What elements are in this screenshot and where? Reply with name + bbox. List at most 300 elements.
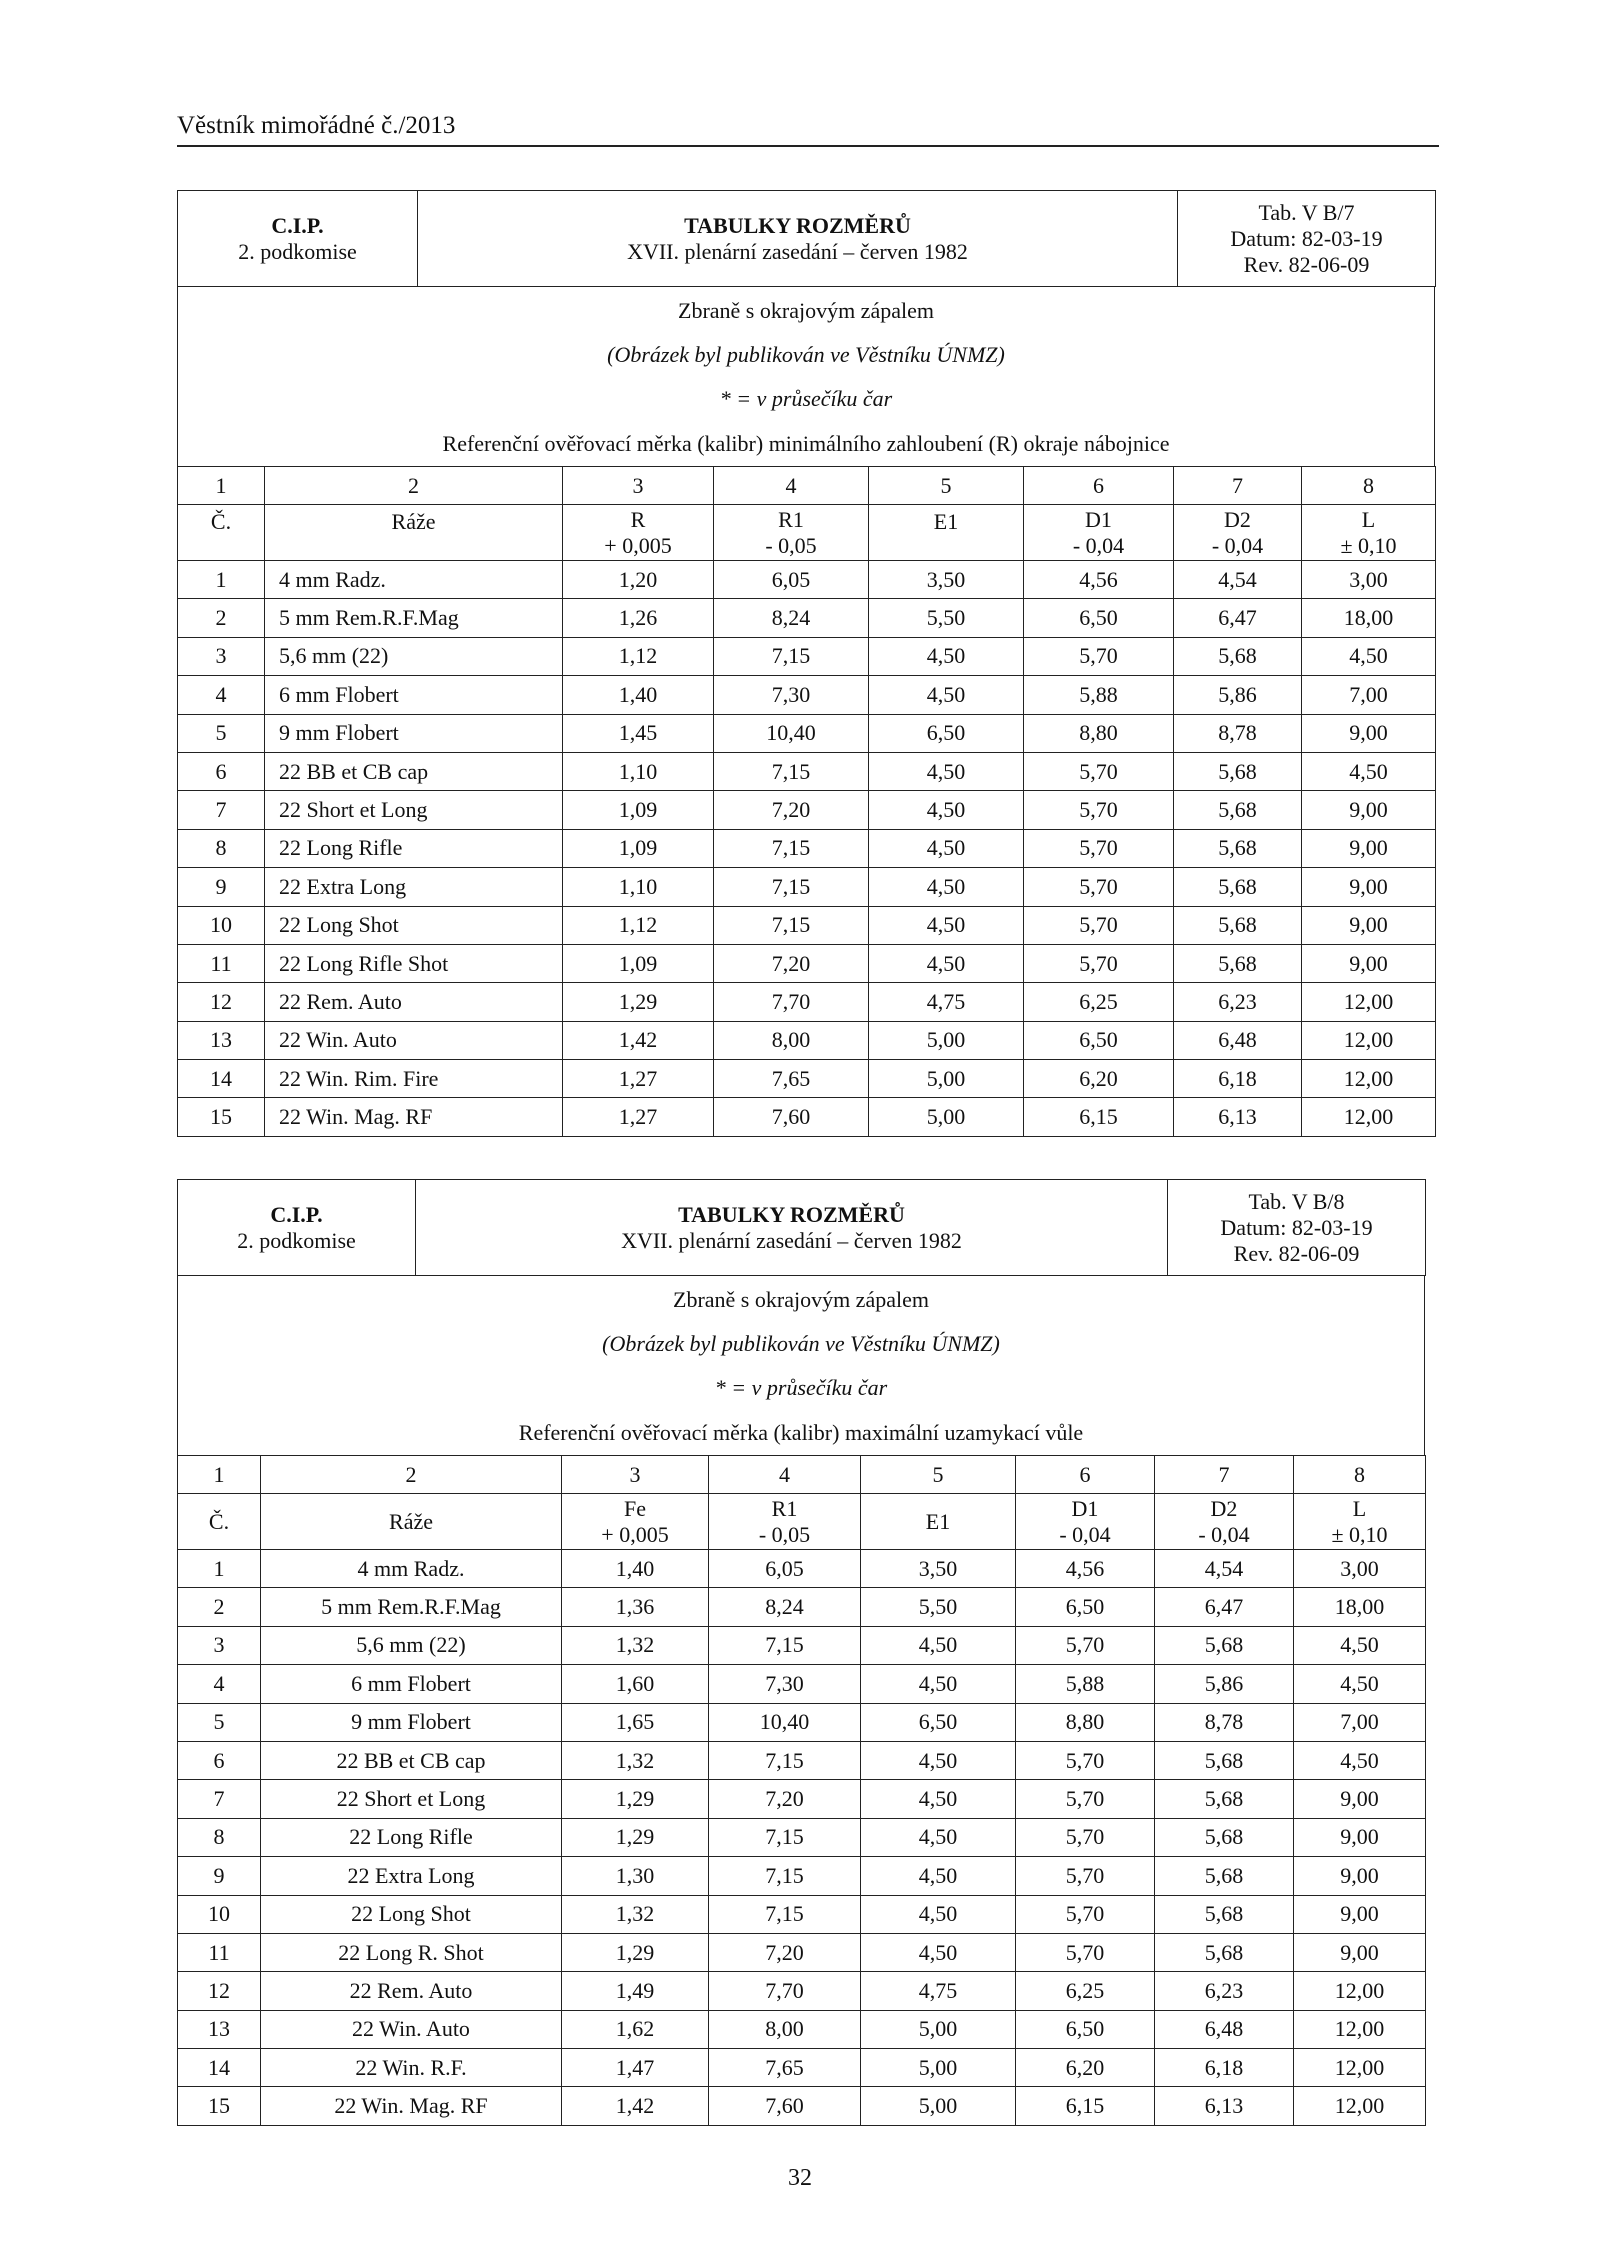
header-tolerance: ± 0,10	[1340, 532, 1397, 558]
row-number-cell: 15	[178, 2087, 261, 2125]
caliber-cell: 22 Extra Long	[261, 1857, 562, 1895]
caliber-cell: 22 Win. Rim. Fire	[265, 1060, 563, 1098]
dimension-cell: 5,68	[1174, 906, 1302, 944]
dimension-cell: 4,50	[869, 944, 1024, 982]
table-row	[178, 561, 1436, 599]
column-header	[869, 505, 1024, 561]
dimension-cell: 18,00	[1302, 599, 1436, 637]
dimension-cell: 9,00	[1302, 944, 1436, 982]
table-row	[178, 906, 1436, 944]
table-row	[178, 637, 1436, 675]
table-row	[178, 1972, 1426, 2010]
dimension-cell: 7,00	[1302, 676, 1436, 714]
table-row	[178, 2087, 1426, 2125]
dimension-cell: 12,00	[1294, 2049, 1426, 2087]
dimension-cell: 5,68	[1155, 1895, 1294, 1933]
dimension-cell: 4,75	[869, 983, 1024, 1021]
header-symbol: Č.	[208, 1508, 230, 1534]
table-row	[178, 2049, 1426, 2087]
header-symbol: D2	[1224, 506, 1251, 532]
tab-rev: Rev. 82-06-09	[1243, 251, 1370, 277]
dimension-cell: 1,42	[563, 1021, 714, 1059]
dimension-cell: 5,68	[1174, 944, 1302, 982]
column-number: 5	[861, 1456, 1016, 1494]
row-number-cell: 6	[178, 752, 265, 790]
dimension-cell: 8,24	[709, 1588, 861, 1626]
dimension-cell: 4,50	[869, 637, 1024, 675]
dimension-cell: 12,00	[1302, 1098, 1436, 1136]
dimension-cell: 4,50	[861, 1857, 1016, 1895]
dimension-cell: 7,30	[714, 676, 869, 714]
dimension-cell: 3,50	[861, 1550, 1016, 1588]
dimension-cell: 7,70	[709, 1972, 861, 2010]
column-header-row	[178, 1494, 1426, 1550]
dimension-cell: 8,80	[1024, 714, 1174, 752]
dimension-cell: 1,45	[563, 714, 714, 752]
table-row	[178, 1857, 1426, 1895]
header-tolerance: - 0,04	[1072, 532, 1125, 558]
row-number-cell: 1	[178, 1550, 261, 1588]
column-header	[1016, 1494, 1155, 1550]
column-number: 3	[563, 467, 714, 505]
table-info-area	[177, 1276, 1425, 1455]
table-header-box	[177, 1179, 1426, 1276]
table-row	[178, 1895, 1426, 1933]
dimension-cell: 6,47	[1155, 1588, 1294, 1626]
header-tolerance: - 0,04	[1059, 1521, 1111, 1547]
dimension-cell: 7,15	[714, 868, 869, 906]
dimension-cell: 6,15	[1016, 2087, 1155, 2125]
dimension-data-table	[177, 1455, 1426, 2126]
dimension-cell: 4,50	[861, 1626, 1016, 1664]
table-row	[178, 829, 1436, 867]
dimension-cell: 7,20	[709, 1780, 861, 1818]
dimension-cell: 1,32	[562, 1626, 709, 1664]
row-number-cell: 14	[178, 2049, 261, 2087]
header-symbol: Ráže	[389, 1508, 433, 1534]
dimension-cell: 1,32	[562, 1895, 709, 1933]
dimension-cell: 4,50	[861, 1895, 1016, 1933]
dimension-cell: 7,20	[709, 1933, 861, 1971]
caliber-cell: 22 Win. Auto	[265, 1021, 563, 1059]
dimension-cell: 1,09	[563, 944, 714, 982]
dimension-cell: 1,49	[562, 1972, 709, 2010]
row-number-cell: 3	[178, 637, 265, 675]
dimension-cell: 7,15	[714, 829, 869, 867]
dimension-cell: 1,27	[563, 1098, 714, 1136]
dimension-cell: 5,86	[1174, 676, 1302, 714]
header-symbol: Č.	[210, 509, 232, 534]
dimension-cell: 4,50	[861, 1780, 1016, 1818]
dimension-cell: 3,00	[1294, 1550, 1426, 1588]
column-number: 8	[1294, 1456, 1426, 1494]
row-number-cell: 8	[178, 829, 265, 867]
dimension-cell: 4,50	[1294, 1626, 1426, 1664]
table-row	[178, 1780, 1426, 1818]
weapon-category: Zbraně s okrajovým zápalem	[678, 298, 934, 323]
dimension-cell: 1,10	[563, 752, 714, 790]
dimension-cell: 1,12	[563, 637, 714, 675]
table-row	[178, 983, 1436, 1021]
dimension-cell: 6,50	[1016, 2010, 1155, 2048]
row-number-cell: 5	[178, 1703, 261, 1741]
dimension-cell: 1,29	[562, 1780, 709, 1818]
dimension-cell: 4,54	[1174, 561, 1302, 599]
dimension-cell: 4,54	[1155, 1550, 1294, 1588]
dimension-cell: 9,00	[1294, 1780, 1426, 1818]
column-header	[709, 1494, 861, 1550]
caliber-cell: 22 Long R. Shot	[261, 1933, 562, 1971]
dimension-cell: 1,29	[562, 1933, 709, 1971]
dimension-cell: 1,29	[562, 1818, 709, 1856]
dimension-cell: 7,00	[1294, 1703, 1426, 1741]
dimension-cell: 7,15	[709, 1857, 861, 1895]
caliber-cell: 22 Extra Long	[265, 868, 563, 906]
caliber-cell: 22 Win. R.F.	[261, 2049, 562, 2087]
table-row	[178, 1021, 1436, 1059]
dimension-cell: 4,56	[1016, 1550, 1155, 1588]
caliber-cell: 22 Win. Mag. RF	[265, 1098, 563, 1136]
table-row	[178, 1098, 1436, 1136]
column-number: 3	[562, 1456, 709, 1494]
dimension-cell: 5,68	[1155, 1933, 1294, 1971]
dimension-cell: 5,50	[869, 599, 1024, 637]
dimension-cell: 5,68	[1155, 1857, 1294, 1895]
dimension-cell: 4,75	[861, 1972, 1016, 2010]
header-tolerance: - 0,04	[1211, 532, 1264, 558]
caliber-cell: 22 BB et CB cap	[265, 752, 563, 790]
dimension-cell: 7,15	[709, 1818, 861, 1856]
dimension-cell: 12,00	[1302, 1060, 1436, 1098]
caliber-cell: 5 mm Rem.R.F.Mag	[261, 1588, 562, 1626]
dimension-cell: 1,42	[562, 2087, 709, 2125]
dimension-table-block-2	[177, 1179, 1425, 2126]
caliber-cell: 22 Long Rifle	[261, 1818, 562, 1856]
dimension-cell: 5,70	[1016, 1780, 1155, 1818]
dimension-cell: 5,88	[1024, 676, 1174, 714]
dimension-cell: 1,20	[563, 561, 714, 599]
column-header	[563, 505, 714, 561]
dimension-cell: 1,12	[563, 906, 714, 944]
caliber-cell: 22 Rem. Auto	[261, 1972, 562, 2010]
figure-note: (Obrázek byl publikován ve Věstníku ÚNMZ)	[607, 342, 1005, 367]
column-header	[861, 1494, 1016, 1550]
dimension-cell: 7,15	[709, 1626, 861, 1664]
row-number-cell: 10	[178, 906, 265, 944]
column-number: 5	[869, 467, 1024, 505]
dimension-cell: 3,50	[869, 561, 1024, 599]
header-symbol: E1	[925, 1508, 951, 1534]
dimension-cell: 12,00	[1294, 1972, 1426, 2010]
header-symbol: Ráže	[391, 509, 436, 534]
column-number: 6	[1016, 1456, 1155, 1494]
dimension-cell: 5,50	[861, 1588, 1016, 1626]
caliber-cell: 9 mm Flobert	[261, 1703, 562, 1741]
dimension-cell: 9,00	[1302, 906, 1436, 944]
organisation-cell	[178, 191, 418, 287]
table-row	[178, 1626, 1426, 1664]
dimension-cell: 9,00	[1294, 1895, 1426, 1933]
session-name: XVII. plenární zasedání – červen 1982	[627, 238, 968, 264]
column-header	[178, 1494, 261, 1550]
table-row	[178, 791, 1436, 829]
column-header	[1302, 505, 1436, 561]
dimension-cell: 12,00	[1294, 2087, 1426, 2125]
dimension-cell: 7,70	[714, 983, 869, 1021]
table-row	[178, 1588, 1426, 1626]
table-row	[178, 752, 1436, 790]
dimension-cell: 8,24	[714, 599, 869, 637]
dimension-cell: 6,20	[1024, 1060, 1174, 1098]
dimension-cell: 5,70	[1024, 944, 1174, 982]
column-number: 6	[1024, 467, 1174, 505]
dimension-cell: 6,23	[1174, 983, 1302, 1021]
dimension-cell: 5,70	[1024, 906, 1174, 944]
intersection-note: * = v průsečíku čar	[714, 1375, 888, 1400]
tab-ref: Tab. V B/8	[1248, 1188, 1345, 1214]
dimension-cell: 5,70	[1016, 1895, 1155, 1933]
column-number-row	[178, 1456, 1426, 1494]
table-row	[178, 1665, 1426, 1703]
header-symbol: D1	[1085, 506, 1112, 532]
dimension-cell: 4,50	[869, 829, 1024, 867]
column-header	[714, 505, 869, 561]
row-number-cell: 5	[178, 714, 265, 752]
dimension-cell: 5,70	[1024, 829, 1174, 867]
dimension-cell: 12,00	[1294, 2010, 1426, 2048]
organisation-name: C.I.P.	[271, 212, 324, 238]
title-cell	[416, 1180, 1168, 1276]
row-number-cell: 14	[178, 1060, 265, 1098]
caliber-cell: 22 Long Shot	[261, 1895, 562, 1933]
column-number: 7	[1155, 1456, 1294, 1494]
tab-date: Datum: 82-03-19	[1220, 1214, 1373, 1240]
dimension-cell: 4,50	[869, 906, 1024, 944]
row-number-cell: 4	[178, 676, 265, 714]
column-number: 4	[709, 1456, 861, 1494]
caliber-cell: 5,6 mm (22)	[261, 1626, 562, 1664]
dimension-cell: 1,26	[563, 599, 714, 637]
dimension-cell: 5,70	[1024, 752, 1174, 790]
column-number: 2	[261, 1456, 562, 1494]
dimension-cell: 4,50	[1302, 637, 1436, 675]
header-symbol: D2	[1210, 1495, 1238, 1521]
dimension-cell: 7,65	[714, 1060, 869, 1098]
dimension-cell: 7,60	[714, 1098, 869, 1136]
column-header-row	[178, 505, 1436, 561]
dimension-cell: 6,47	[1174, 599, 1302, 637]
dimension-cell: 5,00	[861, 2049, 1016, 2087]
header-tolerance: + 0,005	[601, 1521, 669, 1547]
column-header	[1155, 1494, 1294, 1550]
dimension-cell: 4,50	[1294, 1741, 1426, 1779]
row-number-cell: 4	[178, 1665, 261, 1703]
dimension-cell: 6,25	[1024, 983, 1174, 1021]
session-name: XVII. plenární zasedání – červen 1982	[621, 1227, 962, 1253]
table-title: TABULKY ROZMĚRŮ	[678, 1201, 905, 1227]
table-info-area	[177, 287, 1435, 466]
dimension-cell: 1,36	[562, 1588, 709, 1626]
header-tolerance: ± 0,10	[1331, 1521, 1388, 1547]
caliber-cell: 9 mm Flobert	[265, 714, 563, 752]
dimension-cell: 5,68	[1174, 752, 1302, 790]
dimension-cell: 1,60	[562, 1665, 709, 1703]
column-number: 2	[265, 467, 563, 505]
dimension-cell: 12,00	[1302, 983, 1436, 1021]
row-number-cell: 9	[178, 868, 265, 906]
dimension-cell: 7,20	[714, 791, 869, 829]
dimension-cell: 1,62	[562, 2010, 709, 2048]
gauge-description: Referenční ověřovací měrka (kalibr) minimálního zahloubení (R) okraje nábojnice	[442, 431, 1170, 456]
subcommission: 2. podkomise	[237, 1227, 356, 1253]
column-header	[1024, 505, 1174, 561]
dimension-cell: 6,13	[1155, 2087, 1294, 2125]
title-cell	[418, 191, 1178, 287]
dimension-cell: 8,00	[714, 1021, 869, 1059]
dimension-cell: 4,50	[861, 1933, 1016, 1971]
row-number-cell: 6	[178, 1741, 261, 1779]
column-number: 1	[178, 467, 265, 505]
caliber-cell: 22 Long Rifle	[265, 829, 563, 867]
header-tolerance: + 0,005	[604, 532, 672, 558]
row-number-cell: 7	[178, 791, 265, 829]
dimension-cell: 1,47	[562, 2049, 709, 2087]
dimension-cell: 10,40	[714, 714, 869, 752]
dimension-cell: 5,68	[1174, 829, 1302, 867]
dimension-cell: 6,15	[1024, 1098, 1174, 1136]
dimension-cell: 5,68	[1174, 637, 1302, 675]
dimension-cell: 6,13	[1174, 1098, 1302, 1136]
row-number-cell: 12	[178, 1972, 261, 2010]
dimension-cell: 9,00	[1294, 1933, 1426, 1971]
caliber-cell: 22 BB et CB cap	[261, 1741, 562, 1779]
dimension-cell: 6,05	[714, 561, 869, 599]
dimension-cell: 6,50	[1024, 1021, 1174, 1059]
table-title: TABULKY ROZMĚRŮ	[684, 212, 911, 238]
caliber-cell: 5,6 mm (22)	[265, 637, 563, 675]
dimension-cell: 8,00	[709, 2010, 861, 2048]
dimension-cell: 4,50	[1294, 1665, 1426, 1703]
dimension-table-block-1	[177, 190, 1435, 1137]
dimension-cell: 9,00	[1302, 829, 1436, 867]
table-row	[178, 1741, 1426, 1779]
dimension-cell: 4,50	[861, 1741, 1016, 1779]
dimension-cell: 7,15	[714, 906, 869, 944]
dimension-cell: 5,00	[869, 1021, 1024, 1059]
column-number: 7	[1174, 467, 1302, 505]
header-symbol: R	[630, 506, 646, 532]
reference-cell	[1168, 1180, 1426, 1276]
table-row	[178, 1818, 1426, 1856]
row-number-cell: 9	[178, 1857, 261, 1895]
dimension-cell: 5,00	[869, 1098, 1024, 1136]
dimension-cell: 6,25	[1016, 1972, 1155, 2010]
row-number-cell: 12	[178, 983, 265, 1021]
dimension-cell: 12,00	[1302, 1021, 1436, 1059]
dimension-cell: 6,18	[1155, 2049, 1294, 2087]
dimension-cell: 18,00	[1294, 1588, 1426, 1626]
dimension-cell: 1,65	[562, 1703, 709, 1741]
dimension-cell: 1,32	[562, 1741, 709, 1779]
dimension-cell: 7,15	[714, 752, 869, 790]
caliber-cell: 6 mm Flobert	[261, 1665, 562, 1703]
dimension-cell: 5,70	[1016, 1933, 1155, 1971]
dimension-cell: 4,50	[1302, 752, 1436, 790]
dimension-cell: 5,00	[869, 1060, 1024, 1098]
row-number-cell: 15	[178, 1098, 265, 1136]
dimension-cell: 6,18	[1174, 1060, 1302, 1098]
caliber-cell: 22 Win. Mag. RF	[261, 2087, 562, 2125]
organisation-name: C.I.P.	[270, 1201, 323, 1227]
dimension-cell: 1,29	[563, 983, 714, 1021]
caliber-cell: 22 Win. Auto	[261, 2010, 562, 2048]
header-symbol: R1	[771, 1495, 798, 1521]
table-row	[178, 714, 1436, 752]
dimension-cell: 4,56	[1024, 561, 1174, 599]
dimension-cell: 6,50	[1016, 1588, 1155, 1626]
dimension-cell: 3,00	[1302, 561, 1436, 599]
dimension-cell: 6,23	[1155, 1972, 1294, 2010]
dimension-cell: 6,05	[709, 1550, 861, 1588]
dimension-data-table	[177, 466, 1436, 1137]
caliber-cell: 22 Short et Long	[265, 791, 563, 829]
column-header	[562, 1494, 709, 1550]
table-row	[178, 1550, 1426, 1588]
row-number-cell: 2	[178, 599, 265, 637]
dimension-cell: 8,80	[1016, 1703, 1155, 1741]
dimension-cell: 4,50	[869, 868, 1024, 906]
caliber-cell: 22 Long Shot	[265, 906, 563, 944]
dimension-cell: 4,50	[869, 791, 1024, 829]
dimension-cell: 1,10	[563, 868, 714, 906]
dimension-cell: 9,00	[1302, 791, 1436, 829]
dimension-cell: 7,15	[714, 637, 869, 675]
dimension-cell: 5,68	[1174, 791, 1302, 829]
dimension-cell: 1,09	[563, 829, 714, 867]
header-symbol: E1	[933, 509, 959, 534]
running-head: Věstník mimořádné č./2013	[177, 110, 1439, 147]
caliber-cell: 22 Long Rifle Shot	[265, 944, 563, 982]
table-row	[178, 944, 1436, 982]
header-symbol: L	[1352, 1495, 1367, 1521]
column-number-row	[178, 467, 1436, 505]
caliber-cell: 4 mm Radz.	[261, 1550, 562, 1588]
dimension-cell: 7,60	[709, 2087, 861, 2125]
dimension-cell: 10,40	[709, 1703, 861, 1741]
dimension-cell: 5,86	[1155, 1665, 1294, 1703]
dimension-cell: 4,50	[869, 676, 1024, 714]
column-number: 8	[1302, 467, 1436, 505]
caliber-cell: 4 mm Radz.	[265, 561, 563, 599]
table-row	[178, 868, 1436, 906]
header-symbol: R1	[778, 506, 804, 532]
dimension-cell: 5,70	[1016, 1818, 1155, 1856]
dimension-cell: 5,70	[1024, 637, 1174, 675]
row-number-cell: 2	[178, 1588, 261, 1626]
caliber-cell: 5 mm Rem.R.F.Mag	[265, 599, 563, 637]
organisation-cell	[178, 1180, 416, 1276]
page-number: 32	[788, 2165, 812, 2191]
column-number: 4	[714, 467, 869, 505]
dimension-cell: 5,70	[1024, 868, 1174, 906]
dimension-cell: 5,68	[1174, 868, 1302, 906]
dimension-cell: 9,00	[1294, 1857, 1426, 1895]
dimension-cell: 1,40	[563, 676, 714, 714]
dimension-cell: 9,00	[1302, 714, 1436, 752]
dimension-cell: 5,70	[1016, 1626, 1155, 1664]
dimension-cell: 8,78	[1155, 1703, 1294, 1741]
dimension-cell: 7,20	[714, 944, 869, 982]
